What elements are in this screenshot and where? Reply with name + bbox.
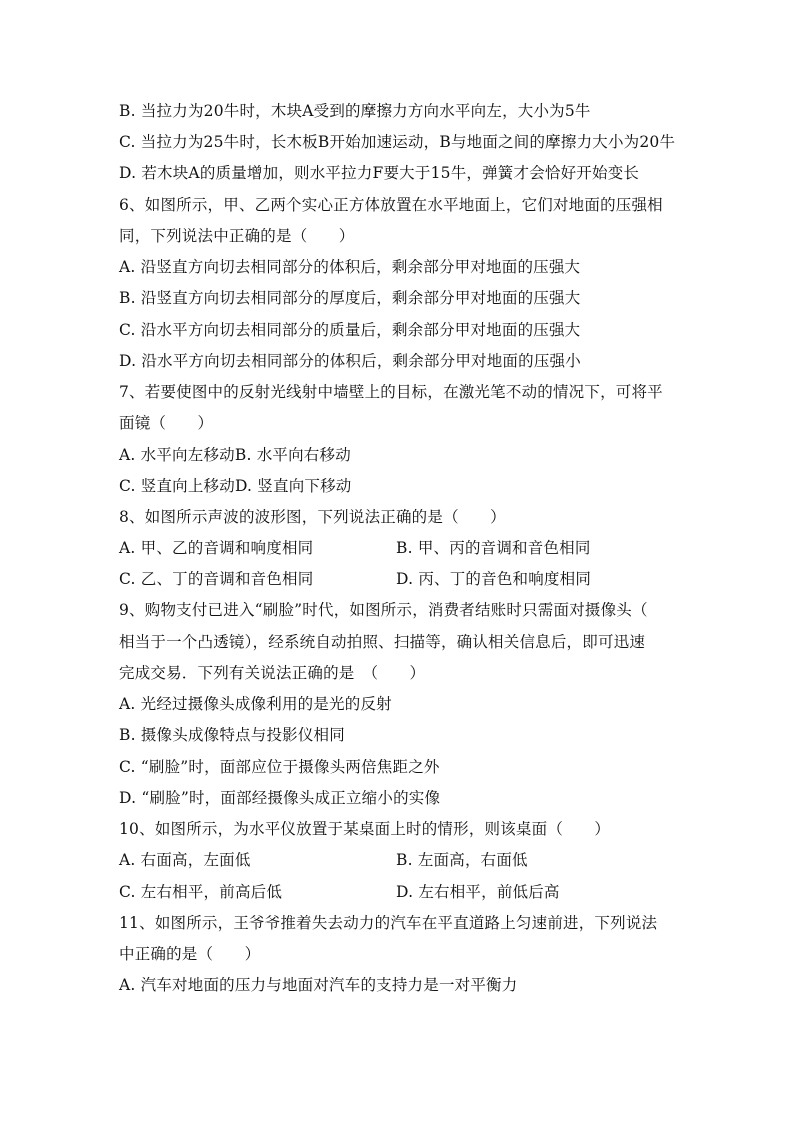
q5-option-c: C. 当拉力为25牛时，长木板B开始加速运动，B与地面之间的摩擦力大小为20牛	[119, 133, 676, 151]
q9-stem-line2: 相当于一个凸透镜），经系统自动拍照、扫描等，确认相关信息后，即可迅速	[119, 633, 646, 651]
q9-option-b: B. 摄像头成像特点与投影仪相同	[119, 726, 345, 744]
q11-stem-line2: 中正确的是（ ）	[119, 945, 261, 963]
q6-option-c: C. 沿水平方向切去相同部分的质量后，剩余部分甲对地面的压强大	[119, 321, 581, 339]
q8-option-c: C. 乙、丁的音调和音色相同	[119, 570, 314, 588]
q5-option-b: B. 当拉力为20牛时，木块A受到的摩擦力方向水平向左，大小为5牛	[119, 102, 591, 120]
q5-option-d: D. 若木块A的质量增加，则水平拉力F要大于15牛，弹簧才会恰好开始变长	[119, 164, 640, 182]
q6-stem-line1: 6、如图所示，甲、乙两个实心正方体放置在水平地面上，它们对地面的压强相	[119, 196, 663, 214]
q6-option-a: A. 沿竖直方向切去相同部分的体积后，剩余部分甲对地面的压强大	[119, 258, 581, 276]
q7-stem-line1: 7、若要使图中的反射光线射中墙壁上的目标，在激光笔不动的情况下，可将平	[119, 383, 663, 401]
q9-option-c: C. “刷脸”时，面部应位于摄像头两倍焦距之外	[119, 758, 440, 776]
q6-stem-line2: 同，下列说法中正确的是（ ）	[119, 227, 355, 245]
q10-option-c: C. 左右相平，前高后低	[119, 883, 283, 901]
q10-option-b: B. 左面高，右面低	[396, 851, 528, 869]
q6-option-d: D. 沿水平方向切去相同部分的体积后，剩余部分甲对地面的压强小	[119, 352, 581, 370]
q8-option-b: B. 甲、丙的音调和音色相同	[396, 539, 591, 557]
q8-option-d: D. 丙、丁的音色和响度相同	[396, 570, 592, 588]
q7-stem-line2: 面镜（ ）	[119, 414, 214, 432]
q9-option-a: A. 光经过摄像头成像利用的是光的反射	[119, 695, 392, 713]
q10-stem: 10、如图所示，为水平仪放置于某桌面上时的情形，则该桌面（ ）	[119, 820, 611, 838]
q9-stem-line3: 完成交易．下列有关说法正确的是 （ ）	[119, 664, 426, 682]
q8-option-a: A. 甲、乙的音调和响度相同	[119, 539, 314, 557]
q8-stem: 8、如图所示声波的波形图，下列说法正确的是（ ）	[119, 508, 506, 526]
q10-option-a: A. 右面高，左面低	[119, 851, 251, 869]
q6-option-b: B. 沿竖直方向切去相同部分的厚度后，剩余部分甲对地面的压强大	[119, 289, 581, 307]
q11-stem-line1: 11、如图所示，王爷爷推着失去动力的汽车在平直道路上匀速前进，下列说法	[119, 914, 658, 932]
q11-option-a: A. 汽车对地面的压力与地面对汽车的支持力是一对平衡力	[119, 976, 518, 994]
q7-options-cd: C. 竖直向上移动D. 竖直向下移动	[119, 477, 352, 495]
q10-option-d: D. 左右相平，前低后高	[396, 883, 560, 901]
q9-stem-line1: 9、购物支付已进入“刷脸”时代，如图所示，消费者结账时只需面对摄像头（	[119, 601, 648, 619]
q9-option-d: D. “刷脸”时，面部经摄像头成正立缩小的实像	[119, 789, 441, 807]
q7-options-ab: A. 水平向左移动B. 水平向右移动	[119, 446, 351, 464]
